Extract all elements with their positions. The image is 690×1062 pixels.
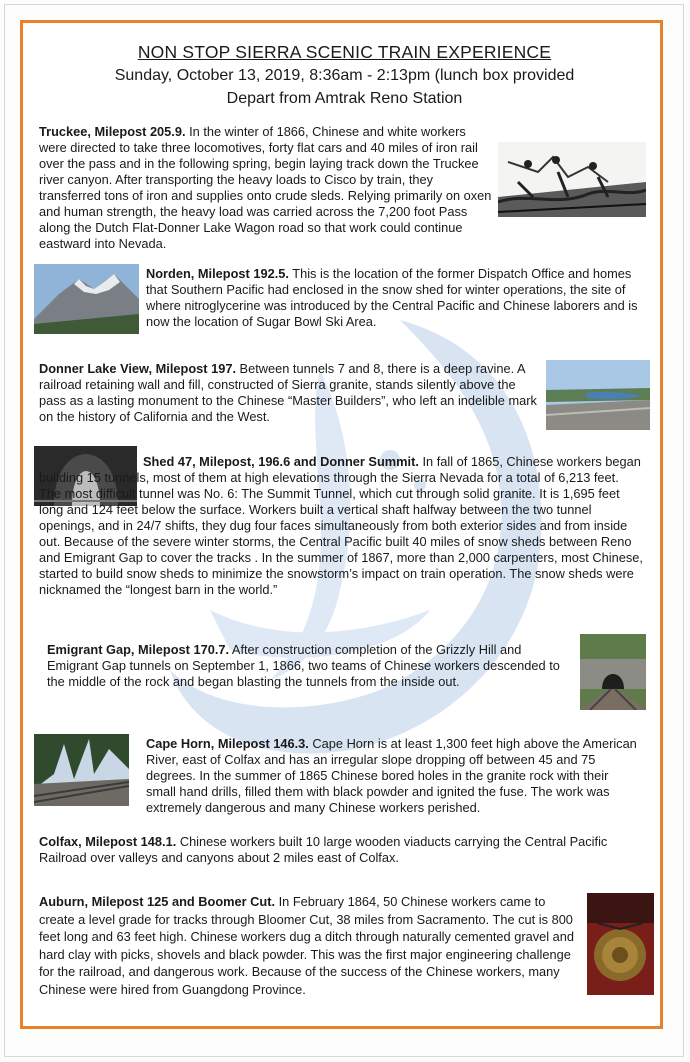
section-emigrant-gap	[47, 642, 567, 690]
section-donner-lake	[39, 361, 539, 425]
section-body: Cape Horn is at least 1,300 feet high above the American River, east of Colfax and has an irregular slope dropping off between 45 and 75 degrees. In the summer of 1865 Chinese bored holes in the granite rock with their small hand drills, filled them with black powder and ignited the fuse. The work was extremely dangerous and many Chinese workers perished.	[146, 736, 637, 815]
section-truckee	[39, 124, 494, 252]
section-body: After construction completion of the Grizzly Hill and Emigrant Gap tunnels on September 1, 1866, two teams of Chinese workers descended to the middle of the rock and began blasting the tunnels from the inside out.	[47, 642, 560, 689]
depart-line: Depart from Amtrak Reno Station	[226, 90, 463, 107]
section-body: In fall of 1865, Chinese workers began building 15 tunnels, most of them at high elevations through the Sierra Nevada for a total of 6,213 feet. The most difficult tunnel was No. 6: The Summit Tunnel, which cut through solid granite. It is 1,695 feet long and 124 feet below the surface. Workers built a vertical shaft halfway between the two tunnel openings, and in 24/7 shifts, they dug four faces simultaneously from both exterior sides and from inside out. Because of the severe winter storms, the Central Pacific built 40 miles of snow sheds between Reno and Emigrant Gap to cover the tracks . In the summer of 1867, more than 2,000 carpenters, most Chinese, started to build snow sheds to minimize the snowstorm’s impact on train operation. The snow sheds were nicknamed the “longest barn in the world.”	[39, 454, 643, 597]
section-auburn	[39, 893, 579, 998]
section-heading: Emigrant Gap, Milepost 170.7.	[47, 642, 230, 657]
section-heading: Auburn, Milepost 125 and Boomer Cut.	[39, 894, 276, 909]
emigrant-gap-tunnel-image	[580, 634, 646, 710]
section-heading: Shed 47, Milepost, 196.6 and Donner Summit.	[143, 454, 419, 469]
auburn-gong-image	[587, 893, 654, 995]
section-body: This is the location of the former Dispatch Office and homes that Southern Pacific had enclosed in the snow shed for winter operations, the site of where nitroglycerine was introduced by the Central Pacific and Chinese laborers and is now the location of Sugar Bowl Ski Area.	[146, 266, 638, 329]
section-shed47	[39, 454, 643, 598]
section-body: Between tunnels 7 and 8, there is a deep ravine. A railroad retaining wall and fill, constructed of Sierra granite, stands silently above the pass as a lasting monument to the Chinese “Master Builders”, who left an indelible mark on the history of California and the West.	[39, 361, 537, 424]
truckee-sketch-image	[498, 142, 646, 217]
section-colfax	[39, 834, 644, 866]
section-cape-horn	[146, 736, 641, 816]
section-heading: Norden, Milepost 192.5.	[146, 266, 289, 281]
section-body: In February 1864, 50 Chinese workers came to create a level grade for tracks through Bloomer Cut, 38 miles from Sacramento. The cut is 800 feet long and 63 feet high. Chinese workers dug a ditch through naturally cemented gravel and hard clay with picks, shovels and black powder. This was the first major engineering challenge for the railroad, and dangerous work. Because of the success of the Chinese workers, many Chinese were hired from Guangdong Province.	[39, 894, 574, 997]
section-heading: Donner Lake View, Milepost 197.	[39, 361, 236, 376]
norden-mountain-image	[34, 264, 139, 334]
section-norden	[146, 266, 641, 330]
section-heading: Colfax, Milepost 148.1.	[39, 834, 177, 849]
section-body: Chinese workers built 10 large wooden viaducts carrying the Central Pacific Railroad over valleys and canyons about 2 miles east of Colfax.	[39, 834, 608, 865]
donner-lake-image	[546, 360, 650, 430]
event-date-line: Sunday, October 13, 2019, 8:36am - 2:13pm (lunch box provided	[114, 67, 575, 84]
section-body: In the winter of 1866, Chinese and white workers were directed to take three locomotives, forty flat cars and 40 miles of iron rail over the pass and in the following spring, begin laying track down the Truckee river canyon. After transporting the heavy loads to Cisco by train, they transferred tons of iron and supplies onto crude sleds. Relying primarily on oxen and human strength, the heavy load was carried across the 7,200 foot Pass along the Dutch Flat-Donner Lake Wagon road so that work could continue eastward into Nevada.	[39, 124, 492, 251]
section-heading: Cape Horn, Milepost 146.3.	[146, 736, 309, 751]
page-title: NON STOP SIERRA SCENIC TRAIN EXPERIENCE	[137, 42, 552, 62]
header	[23, 40, 666, 110]
section-heading: Truckee, Milepost 205.9.	[39, 124, 186, 139]
cape-horn-track-image	[34, 734, 129, 806]
